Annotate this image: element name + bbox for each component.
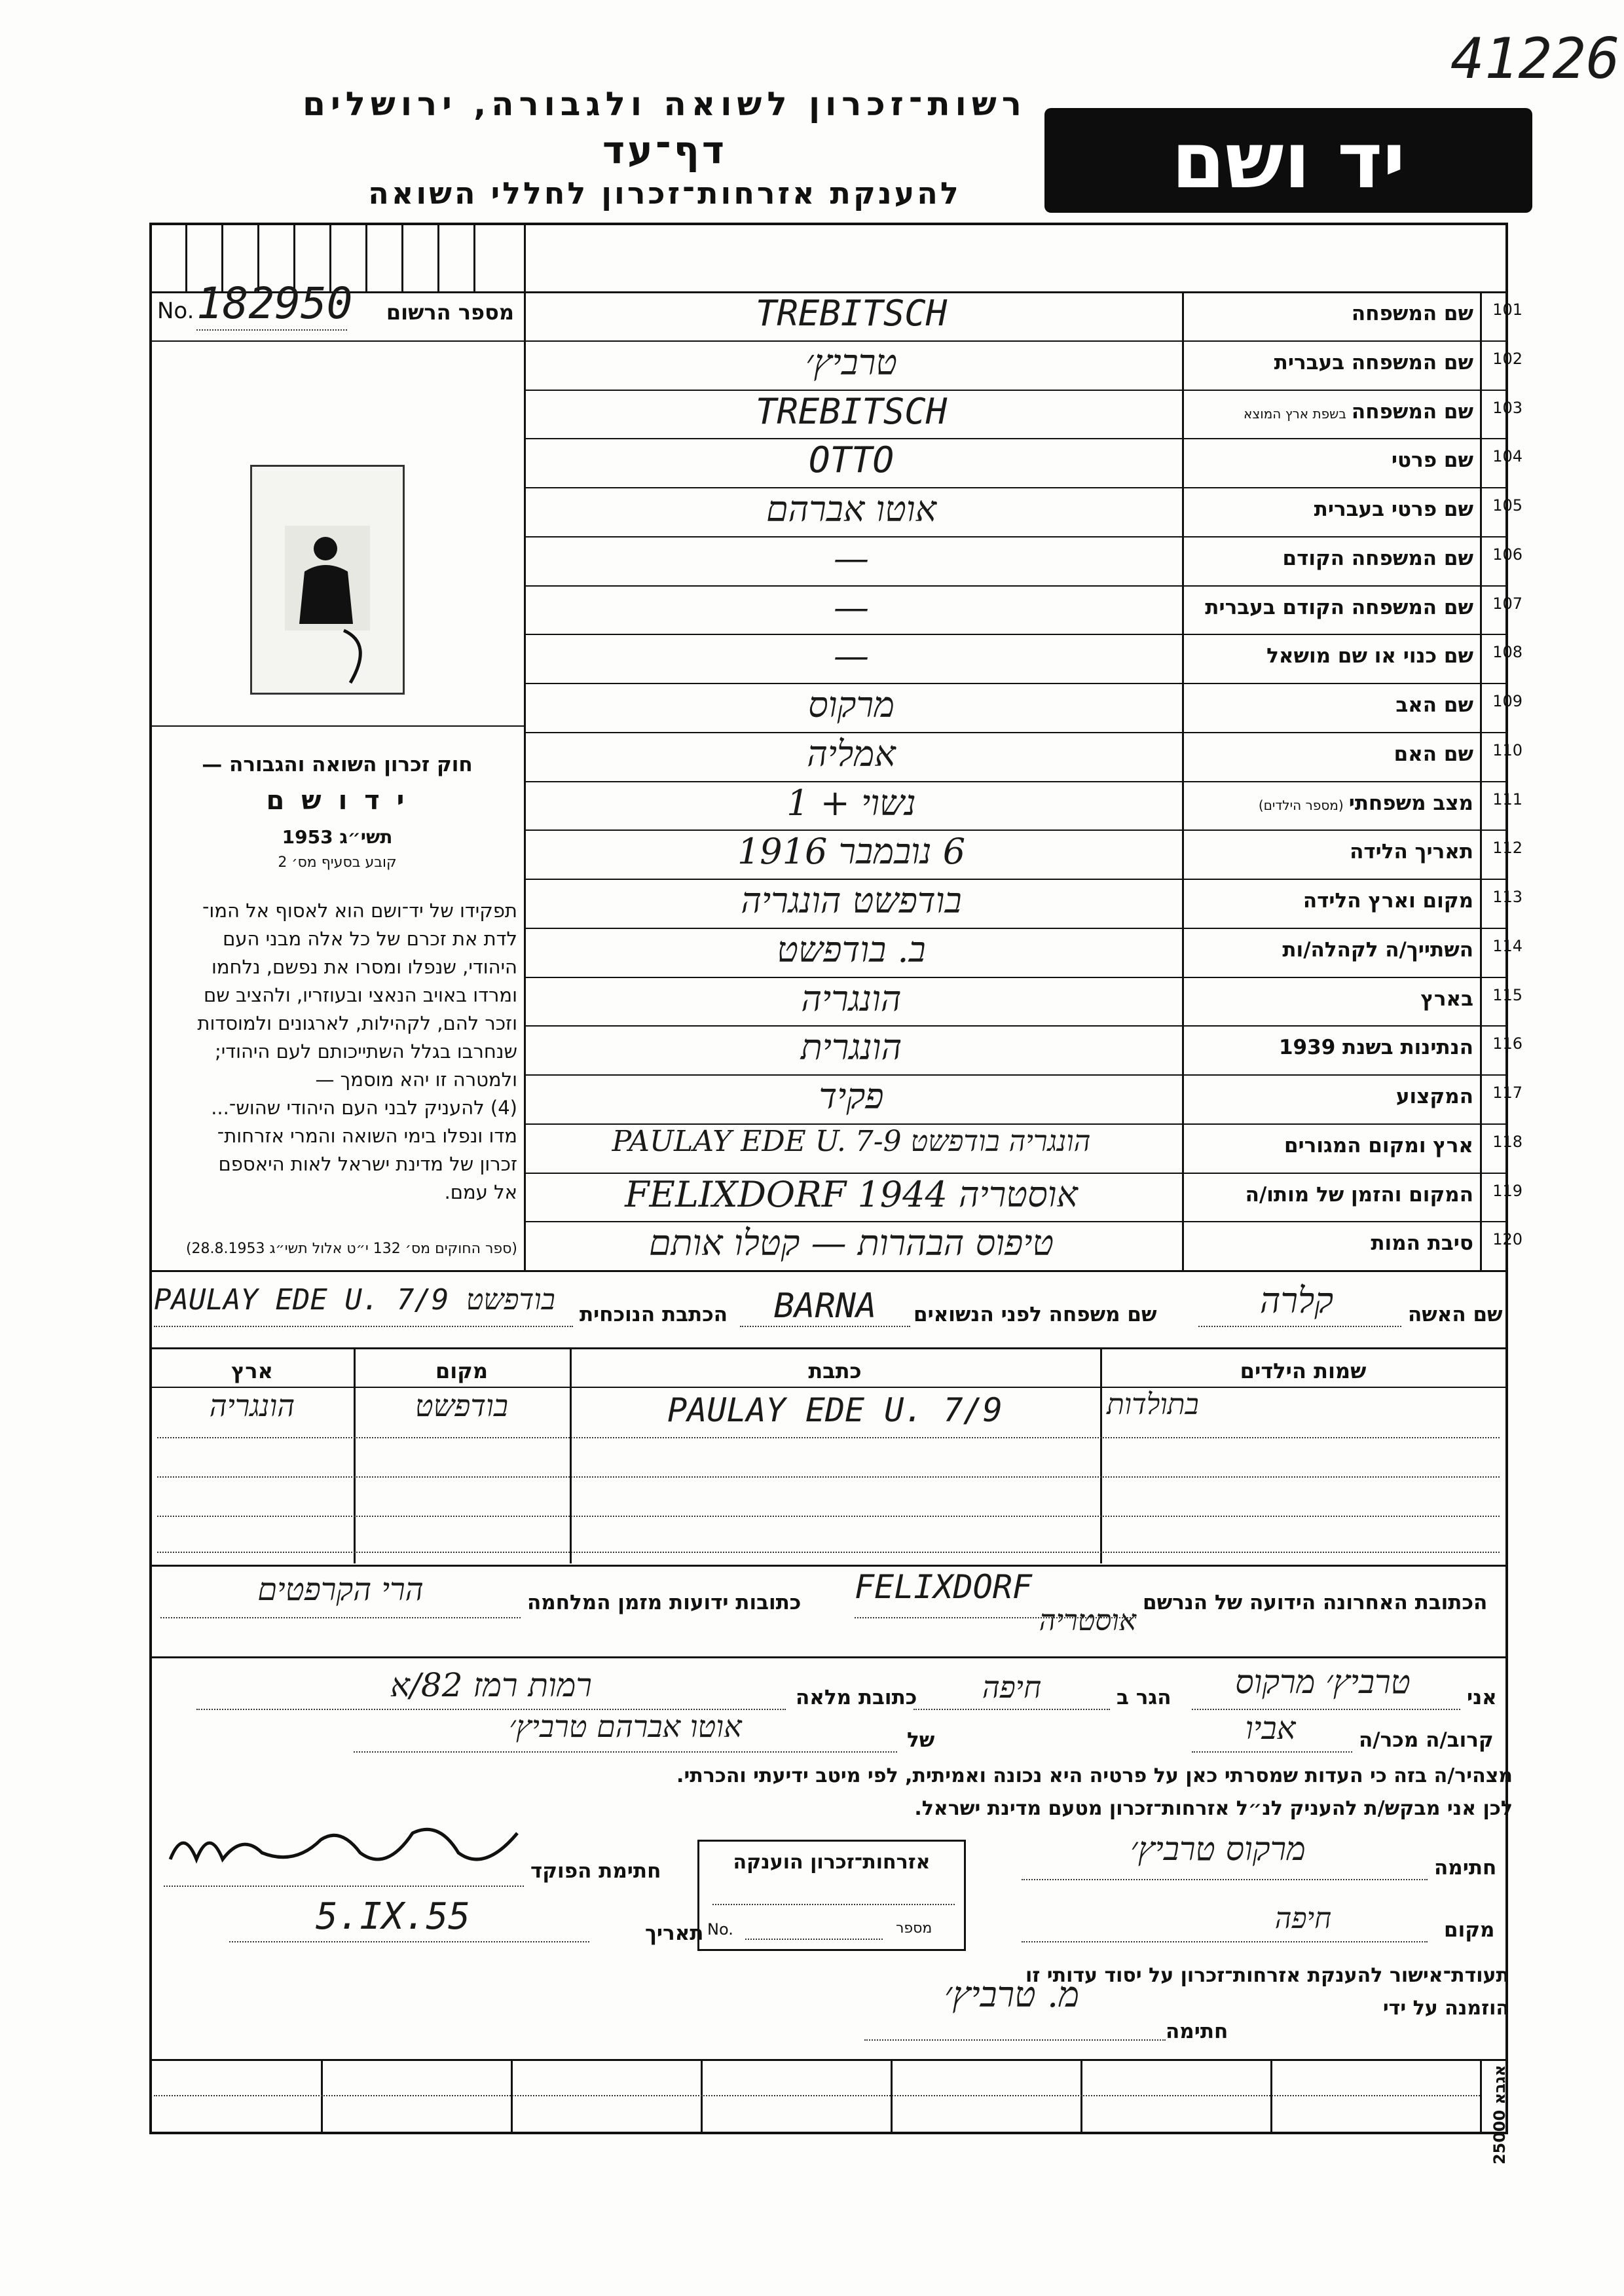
children-row-line: [157, 1476, 1500, 1478]
field-label-text: המקצוע: [1395, 1085, 1473, 1108]
current-address-label: הכתבת הנוכחית: [580, 1303, 728, 1326]
registration-no-prefix: No.: [157, 298, 194, 324]
war-addresses-label: כתובות ידועות מזמן המלחמה: [527, 1591, 802, 1614]
fields-bottom-divider: [149, 1270, 1508, 1272]
strip-box-divider: [437, 223, 439, 291]
certificate-line2: הוזמנה על ידי: [1382, 1997, 1509, 2020]
law-body: [160, 897, 517, 1207]
official-signature-label: חתימת הפוקד: [530, 1859, 661, 1883]
field-label: [1244, 400, 1473, 424]
law-line: ולמטרה זו יהא מוסמך —: [315, 1068, 517, 1091]
witness-full-address-label: כתובת מלאה: [796, 1686, 917, 1709]
war-addresses-line: [160, 1617, 521, 1618]
wife-label: שם האשה: [1408, 1303, 1503, 1326]
children-row-line: [157, 1552, 1500, 1553]
last-address-country: אוסטריה: [1039, 1604, 1136, 1637]
field-label: [1282, 938, 1473, 962]
children-names-header: שמות הילדים: [1240, 1358, 1367, 1383]
field-label: [1284, 1134, 1473, 1157]
field-label: [1266, 644, 1473, 668]
witness-declaration: מצהיר/ה בזה כי העדות שמסרתי כאן על פרטיה היא נכונה ואמיתית, לפי מיטב ידיעתי והכרתי.: [676, 1764, 1513, 1787]
field-number: 111: [1492, 790, 1522, 809]
field-label: [1396, 1085, 1473, 1108]
strip-box-divider: [524, 223, 526, 291]
bottom-strip-divider: [1270, 2059, 1272, 2134]
field-number: 116: [1492, 1034, 1522, 1053]
citizenship-granted-title: אזרחות־זכרון הוענקה: [733, 1851, 931, 1874]
field-label-text: שם המשפחה: [1351, 302, 1473, 325]
witness-relation-line: [1192, 1751, 1352, 1753]
law-line: ומרדו באויב הנאצי ובעוזריו, ולהציב שם: [203, 984, 517, 1006]
children-names-value: בתולדות: [1107, 1388, 1199, 1421]
field-label-text: המקום והזמן של מותו/ה: [1245, 1182, 1473, 1207]
children-address-header: כתבת: [808, 1358, 862, 1383]
witness-relation-label: קרוב/ה מכר/ה: [1359, 1728, 1494, 1752]
authority-title: רשות־זכרון לשואה ולגבורה, ירושלים: [303, 85, 1027, 123]
field-label-text: הנתינות בשנת 1939: [1278, 1036, 1473, 1060]
field-label: [1274, 351, 1473, 374]
field-value: הונגריה: [801, 977, 902, 1019]
current-address: PAULAY EDE U. 7/9 בודפשט: [154, 1283, 555, 1317]
field-number: 110: [1492, 740, 1522, 759]
law-line: (4) להעניק לבני העם היהודי שהוש־...: [211, 1097, 517, 1119]
children-col-divider: [354, 1347, 356, 1563]
law-line: היהודי, שנפלו ומסרו את נפשם, נלחמו: [211, 956, 517, 978]
children-country-header: ארץ: [231, 1358, 273, 1383]
registration-divider: [149, 340, 524, 342]
field-label: [1394, 742, 1473, 766]
side-print-code: אגבא 25000: [1490, 2065, 1509, 2165]
official-date-label: תאריך: [645, 1922, 704, 1945]
field-label-text: שם האב: [1395, 693, 1473, 717]
citizenship-granted-box: [697, 1840, 966, 1951]
field-value: —: [834, 586, 869, 628]
field-label: [1420, 987, 1473, 1011]
field-value: נשוי + 1: [786, 782, 916, 824]
war-addresses-value: הרי הקרפטים: [257, 1571, 424, 1608]
law-line: תפקידו של יד־ושם הוא לאסוף אל המו־: [202, 900, 517, 922]
official-signature-line: [164, 1886, 524, 1887]
citizenship-box-no-prefix: No.: [707, 1920, 733, 1939]
maiden-name-label: שם משפחה לפני הנשואים: [913, 1303, 1157, 1326]
field-label-note: (מספר הילדים): [1258, 797, 1344, 813]
witness-full-address: רמות רמז 82/א: [390, 1666, 592, 1704]
certificate-signature: מ. טרביץ׳: [944, 1974, 1080, 2015]
field-label-text: מקום וארץ הלידה: [1302, 889, 1473, 913]
witness-place-label: מקום: [1444, 1918, 1495, 1942]
witness-place: חיפה: [1274, 1902, 1332, 1935]
field-number: 109: [1492, 692, 1522, 710]
field-number: 102: [1492, 349, 1522, 368]
bottom-strip-divider: [1480, 2059, 1482, 2134]
field-number: 105: [1492, 496, 1522, 515]
field-label-text: שם המשפחה: [1351, 399, 1473, 424]
field-value: ב. בודפשט: [777, 928, 926, 970]
field-number: 120: [1492, 1230, 1522, 1249]
yad-vashem-logo: יד ושם: [1044, 108, 1532, 213]
citizenship-box-line: [712, 1904, 955, 1905]
certificate-line1: תעודת־אישור להענקת אזרחות־זכרון על יסוד עדותי זו: [1025, 1964, 1509, 1987]
maiden-name: BARNA: [773, 1286, 877, 1326]
witness-resides-label: הגר ב: [1116, 1686, 1172, 1709]
strip-box-divider: [401, 223, 403, 291]
bottom-strip-divider: [1080, 2059, 1082, 2134]
field-label: [1392, 448, 1473, 472]
field-label: [1279, 1036, 1473, 1059]
field-label-text: מצב משפחתי: [1348, 791, 1473, 815]
current-address-line: [154, 1326, 573, 1327]
field-number: 103: [1492, 398, 1522, 417]
field-number: 119: [1492, 1181, 1522, 1200]
field-number: 101: [1492, 301, 1522, 319]
law-line: לדת את זכרם של כל אלה מבני העם: [223, 928, 517, 950]
law-name: י ד ו ש ם: [266, 786, 409, 816]
witness-of-label: של: [907, 1728, 935, 1752]
certificate-signature-line: [864, 2039, 1166, 2041]
field-number: 118: [1492, 1132, 1522, 1151]
last-address-label: הכתובת האחרונה הידועה של הנרשם: [1143, 1591, 1488, 1614]
field-value: TREBITSCH: [755, 390, 948, 432]
children-country-value: הונגריה: [209, 1388, 295, 1423]
victim-photo: [250, 465, 405, 695]
witness-i-label: אני: [1467, 1686, 1497, 1709]
field-label-text: שם המשפחה הקודם בעברית: [1205, 595, 1473, 619]
field-value: בודפשט הונגריה: [741, 880, 962, 921]
last-address-line: [855, 1617, 1136, 1618]
field-value: 6 נובמבר 1916: [737, 831, 966, 873]
witness-city: חיפה: [982, 1669, 1042, 1705]
field-number: 106: [1492, 545, 1522, 564]
citizenship-box-no-label: מספר: [896, 1920, 932, 1937]
field-value: —: [834, 635, 869, 677]
law-footnote: (ספר החוקים מס׳ 132 י״ט אלול תשי״ג 28.8.1953): [185, 1241, 517, 1257]
field-label: [1350, 840, 1473, 864]
bottom-strip-divider: [701, 2059, 703, 2134]
last-address-top: [149, 1565, 1508, 1567]
bottom-strip-divider: [511, 2059, 513, 2134]
field-label: [1371, 1231, 1473, 1255]
law-line: מדו ונפלו בימי השואה והמרי אזרחות־: [217, 1125, 517, 1147]
field-value: טרביץ׳: [805, 341, 897, 383]
law-line: זכרון של מדינת ישראל לאות היאספם: [218, 1153, 517, 1175]
last-address-value: FELIXDORF: [855, 1568, 1032, 1606]
law-line: שנחרבו בגלל השתייכותם לעם היהודי;: [214, 1040, 517, 1063]
field-label-text: שם המשפחה הקודם: [1282, 546, 1473, 570]
field-value: הונגריה בודפשט PAULAY EDE U. 7-9: [612, 1124, 1091, 1158]
field-value: פקיד: [819, 1076, 884, 1117]
field-label: [1205, 596, 1473, 619]
field-value: TREBITSCH: [755, 293, 948, 334]
citizenship-box-no-line: [745, 1939, 883, 1940]
field-value: —: [834, 537, 869, 579]
witness-city-line: [913, 1709, 1110, 1710]
field-number: 115: [1492, 985, 1522, 1004]
bottom-strip-top: [149, 2059, 1508, 2061]
strip-box-divider: [365, 223, 367, 291]
maiden-name-line: [740, 1326, 910, 1327]
witness-place-line: [1022, 1941, 1428, 1942]
law-top-divider: [149, 725, 524, 727]
field-number: 107: [1492, 594, 1522, 613]
law-title: חוק זכרון השואה והגבורה —: [202, 753, 473, 776]
field-label-text: ארץ ומקום המגורים: [1283, 1133, 1473, 1157]
official-date: 5.IX.55: [315, 1895, 470, 1938]
registration-number-line: [196, 329, 347, 331]
field-value: אוטו אברהם: [766, 488, 937, 530]
field-value: אמליה: [807, 733, 896, 774]
children-place-value: בודפשט: [415, 1388, 509, 1423]
witness-top: [149, 1656, 1508, 1658]
field-label-text: שם פרטי: [1391, 448, 1473, 473]
children-col-divider: [1100, 1347, 1102, 1563]
field-label-text: השתייך/ה לקהלה/ות: [1282, 938, 1473, 962]
field-label-text: שם האם: [1393, 742, 1473, 766]
field-label: [1314, 498, 1473, 521]
field-label-note: בשפת ארץ המוצא: [1244, 405, 1346, 422]
law-year: תשי״ג 1953: [282, 826, 393, 848]
field-label-text: שם כנוי או שם מושאל: [1266, 644, 1473, 668]
children-col-divider: [570, 1347, 572, 1563]
registration-number-label: מספר הרשום: [386, 300, 514, 325]
field-number: 114: [1492, 936, 1522, 955]
field-number: 108: [1492, 643, 1522, 662]
children-place-header: מקום: [435, 1358, 488, 1383]
field-value: הונגרית: [800, 1027, 902, 1068]
field-value: אוסטריה FELIXDORF 1944: [625, 1173, 1078, 1215]
field-label: [1352, 302, 1473, 325]
form-subtitle: להענקת אזרחות־זכרון לחללי השואה: [368, 175, 961, 211]
bottom-strip-line: [154, 2095, 1480, 2096]
children-row-line: [157, 1437, 1500, 1438]
field-label: [1395, 693, 1473, 717]
bottom-strip-divider: [321, 2059, 323, 2134]
certificate-signature-label: חתימה: [1166, 2020, 1228, 2043]
witness-of-name-line: [354, 1751, 897, 1753]
field-value: טיפוס הבהרות — קטלו אותם: [648, 1222, 1054, 1264]
field-number: 117: [1492, 1084, 1522, 1102]
strip-box-divider: [473, 223, 475, 291]
field-label: [1283, 547, 1473, 570]
wife-name: קלרה: [1259, 1280, 1334, 1321]
witness-signature-line: [1022, 1879, 1428, 1880]
witness-relation: אביו: [1245, 1710, 1296, 1747]
witness-of-name: אוטו אברהם טרביץ׳: [509, 1709, 742, 1744]
witness-signature: מרקוס טרביץ׳: [1130, 1830, 1306, 1868]
field-number: 113: [1492, 888, 1522, 906]
law-clause: קובע בסעיף מס׳ 2: [278, 854, 397, 871]
field-label-text: שם המשפחה בעברית: [1274, 350, 1473, 374]
law-line: אל עמם.: [444, 1181, 517, 1203]
wife-name-line: [1198, 1326, 1401, 1327]
witness-request: לכן אני מבקש/ת להעניק לנ״ל אזרחות־זכרון מטעם מדינת ישראל.: [914, 1797, 1513, 1820]
official-date-line: [229, 1941, 589, 1942]
witness-signature-label: חתימה: [1434, 1856, 1497, 1880]
bottom-strip-divider: [891, 2059, 893, 2134]
children-address-value: PAULAY EDE U. 7/9: [667, 1391, 1003, 1429]
children-row-line: [157, 1516, 1500, 1517]
field-label: [1246, 1183, 1473, 1207]
witness-name: טרביץ׳ מרקוס: [1235, 1663, 1411, 1701]
form-title: דף־עד: [602, 128, 728, 172]
corner-handwritten-number: 41226: [1450, 26, 1620, 92]
field-label: [1259, 792, 1473, 815]
field-label-text: תאריך הלידה: [1350, 840, 1473, 864]
registration-number: 182950: [196, 278, 353, 329]
field-label-text: בארץ: [1420, 987, 1473, 1011]
law-line: וזכר להם, לקהילות, לארגונים ולמוסדות: [197, 1012, 517, 1034]
field-label-text: סיבת המות: [1371, 1231, 1473, 1256]
field-label-text: שם פרטי בעברית: [1314, 498, 1473, 521]
field-value: מרקוס: [808, 684, 895, 725]
strip-box-divider: [185, 223, 187, 291]
official-signature: [164, 1813, 524, 1879]
field-label: [1303, 889, 1473, 913]
field-number: 112: [1492, 839, 1522, 858]
field-value: OTTO: [808, 439, 895, 481]
field-number: 104: [1492, 447, 1522, 466]
